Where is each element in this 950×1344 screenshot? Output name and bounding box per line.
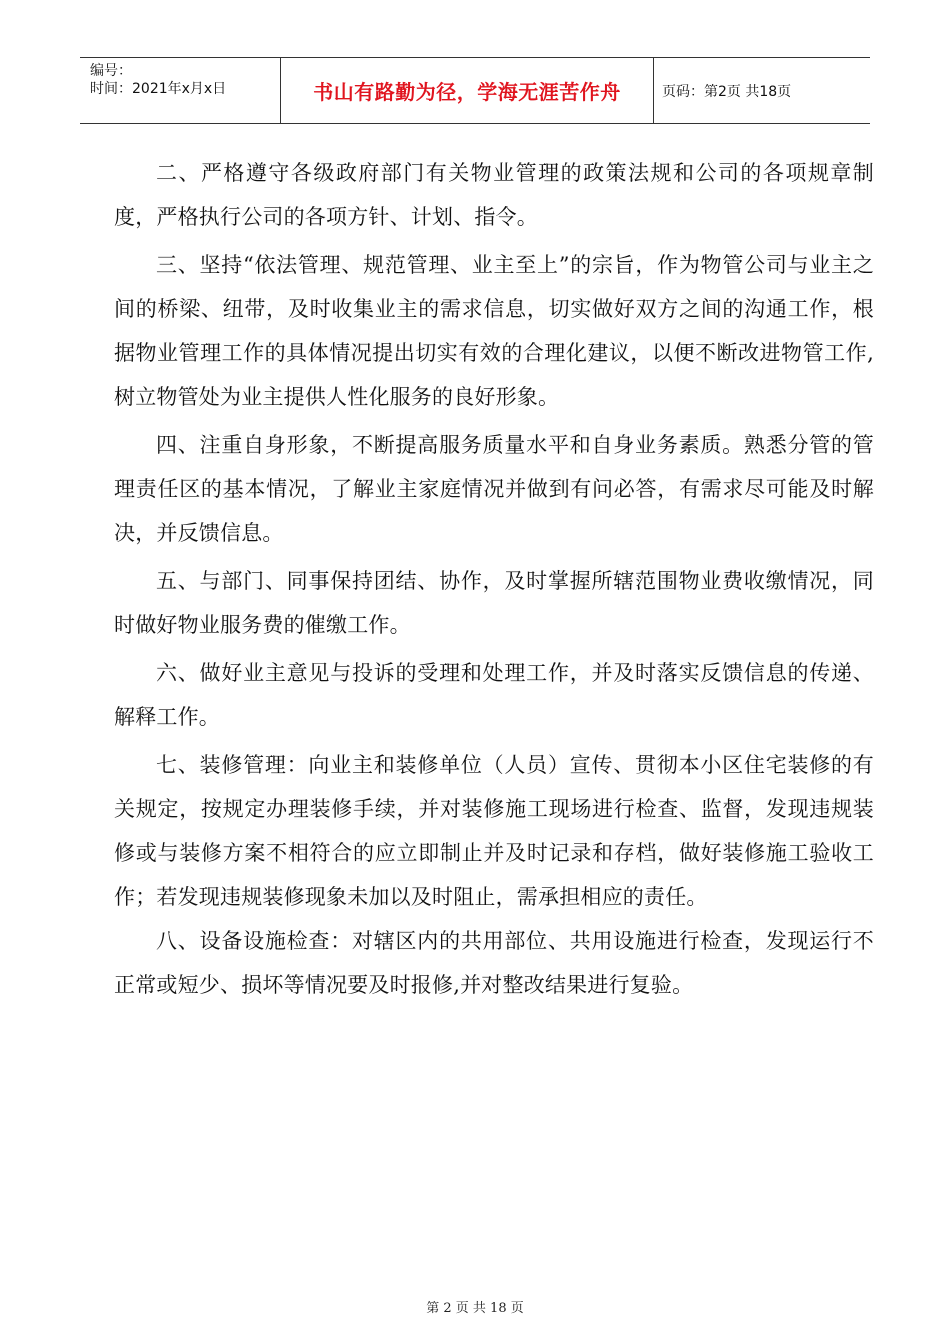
header-table — [80, 57, 870, 124]
page-footer — [0, 1297, 950, 1316]
page-info: 页码：第2页 共18页 — [662, 83, 792, 100]
paragraph-7: 七、装修管理：向业主和装修单位（人员）宣传、贯彻本小区住宅装修的有关规定，按规定办理装修手续，并对装修施工现场进行检查、监督，发现违规装修或与装修方案不相符合的应立即制止并及时记录和存档，做好装修施工验收工作；若发现违规装修现象未加以及时阻止，需承担相应的责任。 — [114, 753, 874, 909]
paragraph-2: 二、严格遵守各级政府部门有关物业管理的政策法规和公司的各项规章制度，严格执行公司的各项方针、计划、指令。 — [114, 161, 874, 229]
paragraph-6: 六、做好业主意见与投诉的受理和处理工作，并及时落实反馈信息的传递、解释工作。 — [114, 661, 874, 729]
header-motto-cell — [281, 58, 654, 123]
header-page-cell — [654, 58, 870, 123]
serial-label: 编号： — [90, 63, 132, 79]
paragraph-8: 八、设备设施检查：对辖区内的共用部位、共用设施进行检查，发现运行不正常或短少、损坏等情况要及时报修,并对整改结果进行复验。 — [114, 929, 874, 997]
paragraph-4: 四、注重自身形象，不断提高服务质量水平和自身业务素质。熟悉分管的管理责任区的基本情况，了解业主家庭情况并做到有问必答，有需求尽可能及时解决，并反馈信息。 — [114, 433, 874, 545]
paragraph-5: 五、与部门、同事保持团结、协作，及时掌握所辖范围物业费收缴情况，同时做好物业服务费的催缴工作。 — [114, 569, 874, 637]
motto-text: 书山有路勤为径，学海无涯苦作舟 — [313, 80, 621, 104]
footer-page-number: 第 2 页 共 18 页 — [426, 1301, 524, 1316]
header-info-cell — [80, 58, 281, 123]
document-body — [114, 151, 874, 1007]
date-label: 时间：2021年x月x日 — [90, 81, 227, 97]
paragraph-3: 三、坚持“依法管理、规范管理、业主至上”的宗旨，作为物管公司与业主之间的桥梁、纽带，及时收集业主的需求信息，切实做好双方之间的沟通工作，根据物业管理工作的具体情况提出切实有效的合理化建议，以便不断改进物管工作,树立物管处为业主提供人性化服务的良好形象。 — [114, 253, 874, 409]
